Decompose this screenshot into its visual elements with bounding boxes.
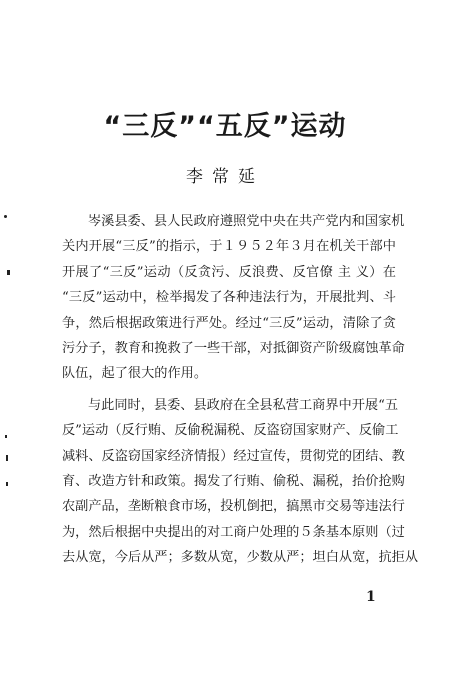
article-title: “三反”“五反”运动 — [103, 111, 347, 142]
text-line: 育、改造方针和政策。揭发了行贿、偷税、漏税，抬价抢购 — [62, 473, 405, 489]
paragraph-2 — [62, 393, 419, 571]
text-line: 农副产品，垄断粮食市场，投机倒把，搞黑市交易等违法行 — [62, 499, 405, 515]
text-line: 争，然后根据政策进行严处。经过“三反”运动，清除了贪 — [62, 315, 396, 331]
text-line: 为，然后根据中央提出的对工商户处理的５条基本原则（过 — [62, 524, 405, 540]
scan-speck — [7, 270, 10, 275]
text-line: 队伍，起了很大的作用。 — [62, 366, 208, 382]
text-line: 岑溪县委、县人民政府遵照党中央在共产党内和国家机 — [88, 214, 405, 229]
article-body — [62, 209, 419, 570]
text-line: “三反”运动中，检举揭发了各种违法行为，开展批判、斗 — [62, 290, 396, 306]
scan-speck — [6, 482, 8, 486]
text-line: 开展了“三反”运动（反贪污、反浪费、反官僚 主 义）在 — [62, 264, 396, 280]
paragraph-1 — [62, 209, 405, 387]
text-line: 与此同时，县委、县政府在全县私营工商界中开展“五 — [88, 397, 399, 413]
text-line: 去从宽，今后从严；多数从宽，少数从严；坦白从宽，抗拒从 — [62, 550, 419, 566]
text-line: 减料、反盗窃国家经济情报）经过宣传，贯彻党的团结、教 — [62, 448, 405, 464]
text-line: 关内开展“三反”的指示，于１９５２年３月在机关干部中 — [62, 239, 396, 255]
scan-speck — [6, 455, 8, 461]
text-line: 反”运动（反行贿、反偷税漏税、反盗窃国家财产、反偷工 — [62, 423, 399, 439]
page-number: 1 — [366, 589, 376, 605]
scan-speck — [4, 215, 7, 218]
scan-speck — [5, 435, 7, 438]
text-line: 污分子，教育和挽救了一些干部，对抵御资产阶级腐蚀革命 — [62, 340, 405, 356]
article-author: 李常延 — [186, 167, 264, 187]
